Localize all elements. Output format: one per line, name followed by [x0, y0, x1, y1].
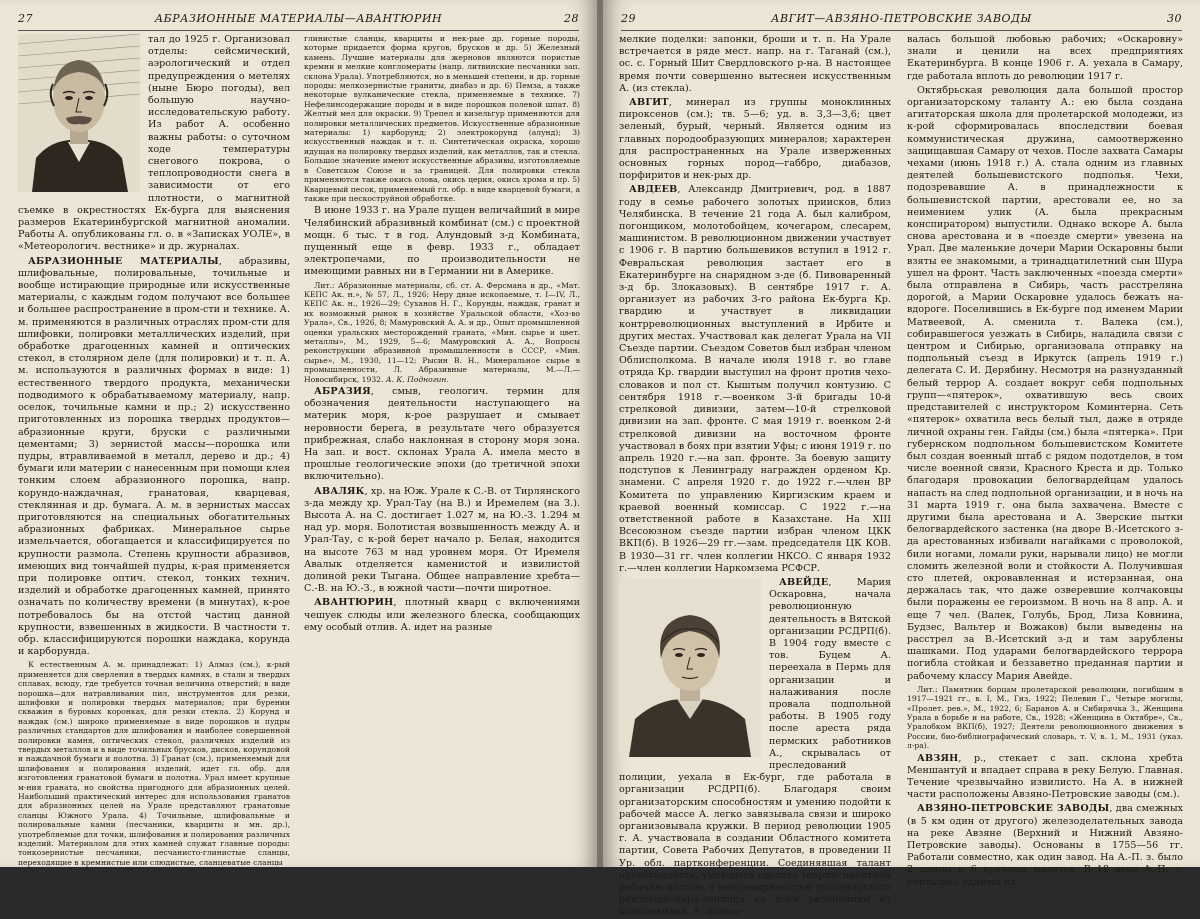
left-column-1 — [18, 34, 290, 867]
entry-avalyak — [304, 486, 580, 596]
entry-body: , минерал из группы моноклинных пироксенов (см.); тв. 5—6; уд. в. 3,3—3,6; цвет зеленый, бурый, черный. Является одним из главных породообразующих минералов; характерен для распространенных на Урале изверженных основных горных пород—габбро, диабазов, порфиритов и нек-рых др. — [619, 97, 891, 182]
page-number: 29 — [621, 12, 636, 25]
entry-headword: АБРАЗИЯ — [314, 386, 371, 397]
page-number: 30 — [1167, 12, 1182, 25]
entry-headword: АВЕЙДЕ — [779, 576, 829, 588]
entry-body: , Мария Оскаровна, начала революционную деятельность в Вятской организации РСДРП(б). В 1904 году вместе с тов. Буцем А. переехала в Пермь для организации и налаживания после провала подпольной работы. В 1905 году после ареста ряда пермских работников А., скрывалась от преследований полиции, уехала в Ек-бург, где работала в организации РСДРП(б). Благодаря своим организаторским способностям и умению подойти к рабочей массе А. легко завязывала связи и широко организовывала кружки. В период революции 1905 г. А. участвовала в создании Областного комитета партии, Совета Рабочих Депутатов, в проведении II Ур. обл. партконференции. Соединявшая талант пропагандиста, умеющего сделать теорию понятной рабочим массам, с непримиримостью пролетарского революционера-ленинца ко всем уклонениям от большевизма, А. пользо- — [619, 576, 891, 918]
running-head-right — [621, 8, 1182, 31]
entry-body: , р., стекает с зап. склона хребта Меншантуй и впадает справа в реку Белую. Главная. Течение чрезвычайно извилисто. На А. в нижней части расположены Авзяно-Петровские заводы (см.). — [907, 752, 1183, 801]
small-print-paragraph: глинистые сланцы, кварциты и нек-рые др. горные породы, которые придается форма кругов, брусков и др. 5) Железный камень. Лучшие материалы для жерновов являются пористые кремни и мелкие конгломераты (напр. литвинские песчаники зап. склона Урала). Употребляются, но в меньшей степени, и др. горные породы: мелкозернистые граниты, диабаз и др. 6) Пемза, а также некоторые вулканические стекла, применяемые в технике. 7) Нефелинсодержащие породы и в виде порошков полевой шпат. 8) Желтый мел для окраски. 9) Трепел и кизельгур применяются для полировки металлических предметов. Искусственные абразионные материалы: 1) карборунд; 2) электрокорунд (алунд); 3) искусственный наждак и т. п. Синтетическая окраска, хорошо идущая на полировку твердых изделий, как металлов, так и стекла. Большое значение имеют искусственные абразивы, изготовляемые в Советском Союзе и за границей. Для полировки стекла применяются также окись олова, окись церия, окись хрома и пр. 5) Кварцевый песок, применяемый гл. обр. в виде кварцевой бумаги, а также при пескоструйной обработке. — [304, 34, 580, 203]
entry-body: , плотный кварц с включениями чешуек слюды или железного блеска, сообщающих ему особый отлив. А. идет на разные — [304, 597, 580, 633]
running-head-title: АВГИТ—АВЗЯНО-ПЕТРОВСКИЕ ЗАВОДЫ — [771, 12, 1032, 25]
body-paragraph: мелкие поделки: запонки, броши и т. п. На Урале встречается в ряде мест. напр. на г. Таганай (см.), ос. с. Горный Шит Свердловского р-на. В настоящее время почти совершенно вытеснен искусственным А. (из стекла). — [619, 34, 891, 94]
entry-body: , хр. на Юж. Урале к С.-В. от Тирлянского з-да между хр. Урал-Тау (на В.) и Иремелем (на З.). Высота А. на С. достигает 1.027 м, на Ю.-З. 1.294 м над ур. моря. Болотистая возвышенность между А. и Урал-Тау, с к-рой берет начало р. Белая, находится на высоте 763 м над уровнем моря. От Иремеля Авалык отделяется каменистой и извилистой долиной реки Тыгана. Общее направление хребта—С.-В. на Ю.-З., в южной части—почти широтное. — [304, 485, 580, 595]
entry-avdeev — [619, 184, 891, 575]
portrait-man-image — [18, 34, 140, 192]
body-paragraph: Октябрьская революция дала большой простор организаторскому таланту А.: ею была создана агитаторская школа для пролетарской молодежи, из к-рой сформировалась впоследствии боевая коммунистическая дружина, самоотверженно защищавшая Самару от чехов. После захвата Самары чехами (июнь 1918 г.) А. стала одним из главных деятелей большевистского подполья. Чехи, подозревавшие А. в принадлежности к большевистской партии, арестовали ее, но за неимением улик (А. была прекрасным конспиратором) выпустили. Однако вскоре А. была снова арестована и в «поезде смерти» увезена на Урал. Две маленькие дочери Марии Оскаровны были взяты ее знакомыми, а тринадцатилетний сын Шура ушел на фронт. Часть заключенных «поезда смерти» была отправлена в Сибирь, часть расстреляна дорогой, а Марии Оскаровне удалось бежать на-вдороге. Поселившись в Ек-бурге под именем Марии Матвеевой, А. сменила т. Валека (см.), собиравшегося уезжать в Сибирь, наладила связи с центром и Сибирью, организовала отправку на подпольный съезд в Иркутск (апрель 1919 г.) делегата С. И. Дерябину. Несмотря на разнузданный белый террор А. создает вокруг себя подпольных групп—«пятерок», охватившую весь своих представителей с инструктором Коминтерна. Сеть «пятерок» охватила весь белый тыл, даже в отряде личной охраны ген. Гайды (см.) была «пятерка». При губернском подпольном большевистском Комитете был создан военный штаб с рядом подотделов, в том числе военной связи, Красного Креста и др. Только благодаря провокации белогвардейцам удалось напасть на след подпольной организации, и в ночь на 31 марта 1919 г. она была захвачена. Вместе с другими была арестована и А. Зверские пытки белогвардейского застенка (на дворе В.-Исетского з-да арестованных избивали нагайками с проволокой, били ногами, ломали руки, нарывали лицо) не могли сломить железной воли и стойкости А. Получившая сто плетей, окровавленная и истерзанная, она держалась так, что даже озверевшие колчаковцы были поражены ее героизмом. В ночь на 8 апр. А. и еще 7 чел. (Валек, Голубь, Брод, Лиза Ковнина, Будзес, Вальтер и Вожаков) были выведены на расстрел за В.-Исетский з-д и там зарублены шашками. Под ударами белогвардейского террора погибла стойкая и беззаветно преданная партии и рабочему классу Мария Авейде. — [907, 84, 1183, 682]
entry-headword: АВАЛЯК — [314, 485, 365, 497]
page-number: 27 — [18, 12, 33, 25]
right-page — [603, 0, 1200, 918]
right-column-2 — [907, 34, 1183, 888]
entry-avzyan — [907, 753, 1183, 802]
small-print-paragraph: К естественным А. м. принадлежат: 1) Алмаз (см.), к-рый применяется для сверления в твердых камнях, в стали и твердых сплавах, всюду, где требуется точная величина отверстий; в виде порошка—для натравливания пил, инструментов для резки, шлифовки и полировки твердых материалов; при бурении скважин в буровых коронках, для резки стекла. 2) Корунд и наждак (см.) широко применяемые в виде порошков и пудры различных стандартов для шлифования и наиболее совершенной полировки камня, оптических стекол, различных изделий из твердых металлов и в виде точильных брусков, дисков, корундовой и наждачной бумаги и полотна. 3) Гранат (см.), применяемый для шлифования и полирования изделий, идет гл. обр. для изготовления гранатовой бумаги и полотна. Урал имеет крупные м-ния граната, но свойства пригодного для абразионных целей. Наибольший практический интерес для использования гранатов для абразионных целей на Урале представляют гранатовые сланцы Южного Урала. 4) Точильные, шлифовальные и полировальные камни (песчаники, кварциты и мн. др.), употребляемые для точки, шлифования и полирования различных изделий. Материалом для этих камней служат главные породы: тонкозернистые песчаники, песчанисто-глинистые сланцы, переходящие в кремнистые или слюдистые, сланцеватые сланцы — [18, 660, 290, 867]
intro-paragraph: тал до 1925 г. Организовал отделы: сейсмический, аэрологический и отдел предупреждения о метелях (ныне Бюро погоды), вел большую научно-исследовательскую работу. Из работ А. особенно важны работы: о суточном ходе температуры снегового покрова, о теплопроводности снега в зависимости от его плотности, о магнитной съемке в окрестностях Ек-бурга для выяснения размеров Екатеринбургской магнитной аномалии. Работы А. опубликованы гл. о. в «Записках УОЛЕ», в «Метеорологич. вестнике» и др. журналах. — [18, 34, 290, 253]
entry-augite — [619, 97, 891, 182]
entry-headword: АВДЕЕВ — [629, 184, 678, 196]
entry-body: , Александр Дмитриевич, род. в 1887 году в семье рабочего золотых приисков, близ Челябинска. В течение 21 года А. был калибром, погонщиком, молотобойцем, кочегаром, слесарем, машинистом. В революционном движении участвует с 1906 г. В партию большевиков вступил в 1912 г. Февральская революция застает его в Екатеринбурге на снарядном з-де (б. Пивоваренный з-д бр. Злоказовых). В сентябре 1917 г. А. организует из рабочих 3-го района Ек-бурга Кр. гвардию и участвует в ликвидации контрреволюционных выступлений в Ирбите и других местах. Участвовал как делегат Урала на VII Съезде партии. Съездом Советов был избран членом Облисполкома. В начале июля 1918 г. во главе отряда Кр. гвардии выступил на фронт против чехо-словаков и пол ст. Кыштым получил контузию. С сентября 1918 г.—военком 3-й бригады 10-й стрелковой дивизии, затем—10-й стрелковой дивизии на зап. фронте. С мая 1919 г. военком 2-й стрелковой дивизии на восточном фронте участвовал в боях при взятии Уфы; с июня 1919 г. по апрель 1920 г.—на зап. фронте. За боевую защиту подступов к Ленинграду награжден орденом Кр. знамени. С апреля 1920 г. до 1922 г.—член ВР Комитета по управлению Киргизским краем и краевой военный комиссар. С 1922 г.—на ответственной работе в Казахстане. На XIII Всесоюзном съезде партии избран членом ЦКК ВКП(б). В 1926—29 гг.—зам. председателя ЦК КОВ. В 1930—31 гг. член коллегии НКСО. С января 1932 г.—член коллегии Наркомзема РСФСР. — [619, 184, 891, 574]
entry-headword: АВЗЯНО-ПЕТРОВСКИЕ ЗАВОДЫ — [917, 803, 1110, 815]
literature-note — [304, 281, 580, 384]
running-head-title: АБРАЗИОННЫЕ МАТЕРИАЛЫ—АВАНТЮРИН — [154, 12, 443, 25]
entry-avzyano-petrovsk — [907, 803, 1183, 888]
portrait-woman-image — [619, 579, 761, 757]
entry-abrasive-materials — [18, 256, 290, 659]
running-head-left — [18, 8, 579, 31]
entry-headword: АВАНТЮРИН — [314, 597, 394, 609]
left-column-2 — [304, 34, 580, 859]
left-page — [0, 0, 597, 867]
portrait-figure — [619, 579, 761, 757]
entry-headword: АВЗЯН — [917, 752, 959, 764]
entry-body: , абразивы, шлифовальные, полировальные, точильные и вообще истирающие природные или искусственные материалы, с каждым годом получают все большее и большее распространение в пром-сти и технике. А. м. применяются в различных отраслях пром-сти для шлифовки, полировки металлических изделий, при обработке драгоценных камней и оптических стекол, в столярном деле (для полировки) и т. п. А. м. используются в различных формах в виде: 1) естественного твердого продукта, механически подводимого к обрабатываемому материалу, напр. оселок, точильные камни и пр.; 2) искусственно приготовленных из порошка твердых продуктов—абразионные круги, бруски с различными цементами; 3) зернистой массы—порошка или пудры, втравливаемой в металл, дерево и др.; 4) бумаги или материи с нанесенным при помощи клея тонким слоем абразионного порошка, напр. корундо-наждачная, гранатовая, кварцевая, стеклянная и др. бумага. А. м. в зернистых массах приготовляются на специальных обогатительных абразионных фабриках. Минеральное сырье измельчается, обогащается и классифицируется по крупности размола. Степень крупности абразивов, имеющих вид тончайшей пудры, к-рая применяется при полировке оптич. стекол, тонких технич. изделий и обработке драгоценных камней, принято означать по количеству времени (в минутах), к-рое потребовалось бы на отстой частиц данной крупности, взвешенных в жидкости. В частности т. обр. классифицируются порошки наждака, корунда и карборунда. — [18, 255, 290, 658]
page-number: 28 — [564, 12, 579, 25]
body-paragraph: В июне 1933 г. на Урале пущен величайший в мире Челябинский абразивный комбинат (см.) с проектной мощн. 6 тыс. т в год. Алундовый з-д Комбината, пущенный еще в февр. 1933 г., обладает электропечами, по производительности не имеющими равных ни в Германии ни в Америке. — [304, 205, 580, 278]
entry-body: , два смежных (в 5 км один от другого) железоделательных завода на реке Авзяне (Верхний и Нижний Авзяно-Петровские заводы). Основаны в 1755—56 гг. Работали совместно, как один завод. На А.-П. з. было 2 домны и 6 кричных молотов. В 18 веке А.-П. з. считались одними из — [907, 803, 1183, 888]
entry-headword: АБРАЗИОННЫЕ МАТЕРИАЛЫ — [28, 255, 219, 267]
author-signature: А. К. Подногин. — [385, 374, 449, 384]
literature-text: Лит.: Абразионные материалы, сб. ст. А. Ферсмана и др., «Мат. КЕПС Ак. н.», № 57, Л., 1926; Неру дные ископаемые, т. I—IV, Л., КЕПС Ак. н., 1926—29; Суханов Н. Г., Корунды, наждак, гранат и их возможный рынок в хозяйстве Уральской области, «Хоз-во Урала», Св., 1926, 8; Мамуровский А. А. и др., Опыт промышленной оценки уральских месторождений граната, «Мин. сырье и цвет. металлы», М., 1929, 5—6; Мамуровский А. А., Вопросы реконструкции абразивной промышленности в СССР, «Мин. сырье», М., 1930, 11—12; Рысин В. Н., Минеральное сырье в промышленности, Л. Абразивные материалы, М.—Л.—Новосибирск, 1932. — [304, 280, 580, 384]
body-paragraph: валась большой любовью рабочих; «Оскаровну» знали и ценили на всех предприятиях Екатеринбурга. В конце 1906 г. А. уехала в Самару, где работала вплоть до революции 1917 г. — [907, 34, 1183, 82]
entry-abrasion — [304, 386, 580, 484]
portrait-figure — [18, 34, 140, 192]
entry-body: , смыв, геологич. термин для обозначения деятельности наступающего на материк моря, к-рое разрушает и смывает неровности берега, в результате чего образуется прибрежная, слабо наклонная в сторону моря зона. На зап. и вост. склонах Урала А. имела место в прошлые геологические эпохи (до третичной эпохи включительно). — [304, 386, 580, 483]
literature-note: Лит.: Памятник борцам пролетарской революции, погибшим в 1917—1921 гг., в. I, М., Гиз, 1922; Пелевин Г., Четыре могилы, «Пролет. рев.», М., 1922, 6; Баранов А. и Сибирячка З., Женщина Урала в борьбе и на работе, Св., 1928; «Женщина в Октябре», Св., Уралобком ВКП(б), 1927; Деятели революционного движения в России, био-библиографический словарь, т. V, в. 1, М., 1931 (указ. л-ра). — [907, 684, 1183, 751]
entry-aventurine — [304, 597, 580, 634]
right-column-1 — [619, 34, 891, 918]
entry-headword: АВГИТ — [629, 97, 669, 109]
